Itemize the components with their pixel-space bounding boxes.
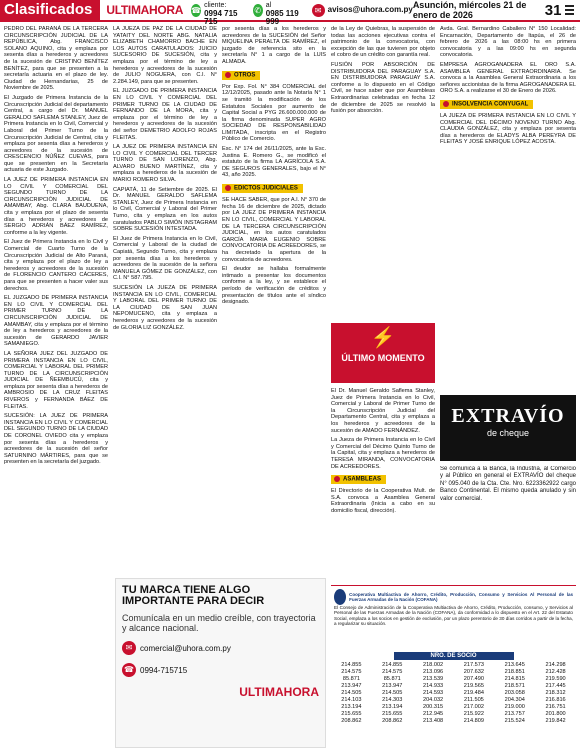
table-cell: 201.800 xyxy=(545,711,566,717)
table-title: NRO. DE SOCIO xyxy=(394,652,514,660)
table-cell: 215.655 xyxy=(341,711,362,717)
ad-email: comercial@uhora.com.py xyxy=(140,643,231,653)
table-cell: 213.645 xyxy=(504,662,525,668)
table-cell: 214.809 xyxy=(463,718,485,724)
ad-phone: 0994-715715 xyxy=(140,665,188,675)
table-cell: 214.103 xyxy=(341,697,362,703)
issue-date: Asunción, miércoles 21 de enero de 2026 xyxy=(412,0,527,20)
ad-headline: TU MARCA TIENE ALGO IMPORTANTE PARA DECIR xyxy=(122,584,265,607)
classified-ad: SE HACE SABER, que por A.I. N° 370 de fecha 16 de diciembre de 2025, dictado por LA JUEZ DE PRIMERA INSTANCIA EN LO CIVIL, COMERCIAL Y LABORAL DE LA TERCERA CIRCUNSCRIPCIÓN JUDICIAL, en los autos caratulados GARCÍA MARIA EUGENIO SOBRE CONVOCATORIA DE ACREEDORES, se ha decretado la apertura de la convocatoria de acreedores. xyxy=(222,197,326,263)
brand-logo xyxy=(106,3,183,17)
tag-dot-icon xyxy=(334,476,340,482)
table-cell: 214.505 xyxy=(341,690,362,696)
table-row xyxy=(331,704,576,711)
table-cell: 217.445 xyxy=(545,683,566,689)
classified-ad: PEDRO DEL PARANÁ DE LA TERCERA CIRCUNSCRIPCIÓN JUDICIAL DE LA REPÚBLICA, Abg. FRANCISCO SOLANO AQUINO, cita y emplaza por sesenta días a herederos y acreedores de la sucesión de CRISTINO BENÍTEZ BENÍTEZ, para que se presenten a la secretaría actuaria en el plazo de ley. Ciudad de Hernandarias, 25 de Noviembre de 2025. xyxy=(4,26,108,92)
classified-ad: LA JUEZA DE PAZ DE LA CIUDAD DE YATAITY DEL NORTE ABG. NATALIA ELIZABETH CHAMORRO BACHE EN LOS AUTOS CARATULADOS: JUICIO SUCESORIO DE SUCESIÓN, cita y emplaza por el término de ley a herederos y acreedores de la sucesión de JULIO NOGUERA, con C.I. N° 2.284.149, para que se presenten. xyxy=(113,26,217,85)
table-cell: 219.000 xyxy=(504,704,525,710)
table-cell: 200.315 xyxy=(422,704,444,710)
table-cell: 217.573 xyxy=(463,662,485,668)
cooperative-text: El Consejo de Administración de la Cooperativa Multiactiva de Ahorro, Crédito, Producción, consumo, y Servicios al Personal de las Fuerzas Armadas de la Nación (COFANA), da conformidad a lo dispuesto en el Art. 22 del Estatuto Social, emplaza a los socios en gestión de exclusión, por un plazo perentorio de 30 días corridos a partir de la fecha, a regularizar su situación. xyxy=(334,605,573,626)
column-4 xyxy=(331,26,435,321)
table-cell: 204.304 xyxy=(504,697,525,703)
classified-ad: FUSIÓN POR ABSORCIÓN DE DISTRIBUIDORA DEL PARAGUAY S.A. EN DISTRIBUIDORA PARAGUAY S.A. conforme a lo dispuesto en el Código Civil, se hace saber que por Asambleas Extraordinarias celebradas en fecha 12 de diciembre de 2025 se resolvió la fusión por absorción. xyxy=(331,61,435,115)
contact-value: 0994 715 715 xyxy=(204,9,238,26)
socio-table xyxy=(331,662,576,725)
extravio-text xyxy=(440,466,576,578)
extravio-subtitle: de cheque xyxy=(486,428,530,438)
whatsapp-icon: ✆ xyxy=(254,5,262,15)
table-cell: 213.194 xyxy=(382,704,403,710)
column-5 xyxy=(440,26,576,391)
contact-label: cliente: xyxy=(204,2,227,9)
contact-value: 0985 119 999 xyxy=(265,9,299,26)
ad-brand xyxy=(122,685,319,699)
table-cell: 214.855 xyxy=(341,662,362,668)
classified-ad: LA JUEZA DE PRIMERA INSTANCIA EN LO CIVIL Y COMERCIAL DEL DÉCIMO NOVENO TURNO Abg. CLAUDIA GONZÁLEZ, cita y emplaza por sesenta días a herederos de ELADYS ALBA PEREYRA DE FLEITAS Y JOSÉ ENRIQUE LÓPEZ ACOSTA. xyxy=(440,113,576,146)
section-tag-otros xyxy=(222,71,260,80)
classified-ad: Se comunica a la Banca, la Industria, al Comercio y al Público en general el EXTRAVÍO del cheque N° 095.040 de la Cta. Cte. Nro. 6223362922 cargo Banco Continental. El mismo queda anulado y sin valor comercial. xyxy=(440,466,576,502)
column-1 xyxy=(4,26,108,469)
ad-phone-row[interactable] xyxy=(122,663,319,677)
classified-ad: El Directorio de la Cooperativa Mult. de S.A. convoca a Asamblea General Extraordinaria (Inicia a cabo en su domicilio fiscal, dirección). xyxy=(331,488,435,515)
ad-body: Comunícala en un medio creíble, con trayectoria y alcance nacional. xyxy=(122,613,316,633)
classified-ad: El Juez de Primera Instancia en lo Civil y Comercial de Cuarto Turno de la Circunscripción Judicial de Alto Paraná, cita y emplaza por el plazo de ley a herederos y acreedores de la sucesión de FLORENCIO CANTERO CÁCERES, para que se presenten a hacer valer sus derechos. xyxy=(4,239,108,292)
table-cell: 214.575 xyxy=(382,669,403,675)
table-cell: 85.871 xyxy=(383,676,401,682)
member-number-table xyxy=(331,652,576,725)
page-header xyxy=(0,0,580,26)
table-cell: 208.862 xyxy=(341,718,362,724)
ad-email-row[interactable] xyxy=(122,641,319,655)
tag-label: OTROS xyxy=(234,72,256,79)
table-cell: 211.505 xyxy=(463,697,484,703)
table-cell: 212.428 xyxy=(545,669,566,675)
table-cell: 213.194 xyxy=(341,704,362,710)
table-cell: 219.484 xyxy=(463,690,485,696)
tag-dot-icon xyxy=(225,72,231,78)
table-cell: 207.632 xyxy=(463,669,485,675)
classified-ad: LA JUEZ DE PRIMERA INSTANCIA EN LO CIVIL Y COMERCIAL DEL TERCER TURNO DE SAN LORENZO, Abg. ALVARO BUENO MARTÍNEZ, cita y emplaza a herederos de la sucesión de MARIO ROMERO SILVA. xyxy=(113,144,217,184)
classified-ad: de la Ley de Quiebras, la suspensión de todas las acciones ejecutivas contra el patrimonio de la convocatoria, con excepción de las que tuvieren por objeto el cobro de un crédito con garantía real. xyxy=(331,26,435,59)
table-cell: 213.408 xyxy=(422,718,444,724)
table-cell: 214.303 xyxy=(382,697,403,703)
classified-ad: EL JUZGADO DE PRIMERA INSTANCIA EN LO CIVIL Y COMERCIAL DEL PRIMER TURNO DE LA CIUDAD DE FERNANDO DE LA MORA, cita y emplaza por el término de ley a herederos y acreedores de la sucesión del señor DEMETRIO ADOLFO ROJAS FLEITAS. xyxy=(113,88,217,141)
table-row xyxy=(331,711,576,718)
table-cell: 213.757 xyxy=(504,711,525,717)
table-row xyxy=(331,669,576,676)
classified-ad: LA JUEZ DE PRIMERA INSTANCIA EN LO CIVIL Y COMERCIAL DEL SEGUNDO TURNO DE LA CIRCUNSCRIPCIÓN JUDICIAL DE AMAMBAY, Abg. CLARA BAUDUENA, cita y emplaza por el plazo de sesenta días a herederos y acreedores de SERGIO ADRIÁN BÁEZ RAMÍREZ, conforme a la ley vigente. xyxy=(4,177,108,236)
cooperative-notice xyxy=(331,585,576,645)
table-cell: 216.816 xyxy=(545,697,566,703)
table-cell: 218.851 xyxy=(504,669,525,675)
table-row xyxy=(331,690,576,697)
table-cell: 217.002 xyxy=(463,704,485,710)
section-title: Clasificados xyxy=(0,0,100,21)
table-cell: 213.539 xyxy=(422,676,444,682)
brand-text: ULTIMAHORA xyxy=(106,3,184,17)
classified-ad: CAPIATÁ, 11 de Setiembre de 2025. El Dr. MANUEL GERALDO SAFLEMA STANLEY, Juez de Primera Instancia en lo Civil, Comercial y Laboral del Primer Turno, cita y emplaza en los autos caratulados PABLO SIMÓN INSTAGRAM SOBRE SUCESIÓN INTESTADA. xyxy=(113,186,217,233)
table-cell: 203.058 xyxy=(504,690,525,696)
table-cell: 214.593 xyxy=(422,690,444,696)
column-2 xyxy=(113,26,217,334)
ultimo-momento-banner xyxy=(331,323,435,383)
page-number: 31 xyxy=(544,1,562,19)
cooperative-name: Cooperativa Multiactiva de Ahorro, Crédito, Producción, Consumo y Servicios Al Personal de las Fuerzas Armadas de la Nación (COFANA) xyxy=(349,592,573,602)
table-row xyxy=(331,683,576,690)
classified-ad: SUCESIÓN LA JUEZA DE PRIMERA INSTANCIA EN LO CIVIL, COMERCIAL Y LABORAL DEL PRIMER TURNO DE LA CIUDAD DE SAN JUAN NEPOMUCENO, cita y emplaza a herederos y acreedores de la sucesión de GLORIA LIZ GONZÁLEZ. xyxy=(113,284,217,331)
table-cell: 204.032 xyxy=(422,697,444,703)
contact-email[interactable] xyxy=(312,4,413,17)
tag-label: ASAMBLEAS xyxy=(343,476,382,483)
classified-ad: El Juez de Primera Instancia en lo Civil, Comercial y Laboral de la ciudad de Capiatá, Segundo Turno, cita y emplaza por sesenta días a los herederos y acreedores de la sucesión de la señora MANUELA GÓMEZ DE GONZÁLEZ, con C.I. N° 587.795. xyxy=(113,235,217,282)
classified-ad: El Dr. Manuel Geraldo Saflema Stanley, Juez de Primera Instancia en lo Civil, Comercial y Laboral de Primer Turno de la Circunscripción Judicial del Departamento Central, cita y emplaza a los herederos y acreedores de la sucesión de AMADO FERNÁNDEZ. xyxy=(331,388,435,434)
table-cell: 207.490 xyxy=(463,676,485,682)
table-cell: 212.945 xyxy=(422,711,444,717)
table-cell: 214.505 xyxy=(382,690,403,696)
classified-ad: El deudor se hallaba formalmente intimado a presentar los documentos conforme a la ley, y se establece el período de verificación de créditos y presentación de títulos ante el síndico designado. xyxy=(222,266,326,306)
phone-icon: ☎ xyxy=(191,5,202,15)
classified-ad: EL JUZGADO DE PRIMERA INSTANCIA EN LO CIVIL Y COMERCIAL DEL PRIMER TURNO DE LA CIRCUNSCRIPCIÓN JUDICIAL DE AMAMBAY, cita y emplaza por el término de ley a herederos y acreedores de la sucesión de GERARDO JAVIER SAMANIEGO. xyxy=(4,295,108,348)
table-cell: 213.947 xyxy=(382,683,403,689)
table-cell: 214.815 xyxy=(504,676,525,682)
contact-whatsapp[interactable] xyxy=(253,0,304,26)
table-cell: 215.524 xyxy=(504,718,525,724)
tag-dot-icon xyxy=(225,185,231,191)
table-cell: 218.571 xyxy=(504,683,525,689)
section-tag-edictos xyxy=(222,184,303,193)
classified-ad: Por Exp. Fol. N° 384 COMERCIAL del 12/12/2025, pasado ante la Notaría N° 1 se tramitó la modificación de los Estatutos Sociales por aumento de Capital Social a PYG 26.600.000.000 de la firma denominada SUPER AGRO SOCIEDAD DE RESPONSABILIDAD LIMITADA, inscripta en el Registro Público de Comercio. xyxy=(222,83,326,143)
table-cell: 213.096 xyxy=(422,669,444,675)
classified-ad: Avda. Gral. Bernardino Caballero N° 150 Localidad: Encarnación, Departamento de Itapúa, el 26 de febrero de 2026 a las 08:00 hs en primera convocatoria y a las 09:00 hs en segunda convocatoria. xyxy=(440,26,576,59)
tag-label: EDICTOS JUDICIALES xyxy=(234,185,298,192)
email-icon: ✉ xyxy=(312,4,325,17)
column-3 xyxy=(222,26,326,309)
table-cell: 219.842 xyxy=(545,718,566,724)
column-4-lower xyxy=(331,388,435,578)
section-tag-insolvencia xyxy=(440,100,533,109)
classified-ad: La Jueza de Primera Instancia en lo Civil y Comercial del Décimo Quinto Turno de la Capital, cita y emplaza a herederos de TERESA MIRANDA, CONVOCATORIA DE ACREEDORES. xyxy=(331,437,435,470)
table-row xyxy=(331,697,576,704)
tag-dot-icon xyxy=(443,101,449,107)
table-cell: 208.862 xyxy=(382,718,403,724)
ad-brand-text: ULTIMAHORA xyxy=(239,685,319,699)
table-cell: 218.002 xyxy=(422,662,444,668)
table-row xyxy=(331,718,576,725)
table-cell: 218.312 xyxy=(545,690,566,696)
table-cell: 216.751 xyxy=(545,704,566,710)
table-row xyxy=(331,662,576,669)
section-tag-asambleas xyxy=(331,475,386,484)
table-cell: 85.871 xyxy=(342,676,360,682)
seal-icon xyxy=(334,589,346,605)
email-icon: ✉ xyxy=(122,641,136,655)
cooperative-logo xyxy=(334,589,573,605)
table-cell: 214.855 xyxy=(382,662,403,668)
table-cell: 213.947 xyxy=(341,683,362,689)
classified-ad: EMPRESA AGROGANADERA EL ORO S.A. ASAMBLEA GENERAL EXTRAORDINARIA. Se convoca a la Asamblea General Extraordinaria a los señores accionistas de la firma AGROGANADERA EL ORO S.A. a realizarse el 30 de Enero de 2026. xyxy=(440,61,576,95)
table-cell: 214.575 xyxy=(341,669,362,675)
tag-label: INSOLVENCIA CONYUGAL xyxy=(452,101,529,108)
extravio-title: EXTRAVÍO xyxy=(451,405,565,427)
contact-phone[interactable] xyxy=(191,0,244,26)
classified-ad: LA SEÑORA JUEZ DEL JUZGADO DE PRIMERA INSTANCIA EN LO CIVIL, COMERCIAL Y LABORAL DEL PRIMER TURNO DE LA CIRCUNSCRIPCIÓN JUDICIAL DE ÑEEMBUCÚ, cita y emplaza por sesenta días a herederos de AMBROSIO DE LA CRUZ FLEITAS RIVEROS y FERNANDA BÁEZ DE FLEITAS. xyxy=(4,350,108,410)
table-cell: 219.565 xyxy=(463,683,485,689)
phone-icon: ☎ xyxy=(122,663,136,677)
classified-ad: Esc. N° 174 del 26/11/2025, ante la Esc. Justina E. Romero G., se modificó el estatuto de la firma LA AGRÍCOLA S.A. DE SEGUROS GENERALES, bajo el N° 43, año 2025. xyxy=(222,146,326,179)
classified-ad: El Juzgado de Primera Instancia de la Circunscripción Judicial del departamento Central, a cargo del Dr. MANUEL GERALDO SAFLEMA STANLEY, Juez de Primera Instancia en lo Civil, Comercial y Laboral del Primer Turno de la Circunscripción Judicial de Central, cita y emplaza por sesenta días a herederos y acreedores de la sucesión de CRESCENCIO NÚÑEZ CUEVAS, para que se presenten en la Secretaría actuaria de este Juzgado. xyxy=(4,94,108,174)
table-cell: 214.933 xyxy=(422,683,444,689)
extravio-banner xyxy=(440,395,576,461)
table-cell: 215.655 xyxy=(382,711,403,717)
lightning-icon: ⚡ xyxy=(370,327,396,349)
contact-label: al xyxy=(265,2,272,9)
classified-ad: SUCESIÓN: LA JUEZ DE PRIMERA INSTANCIA EN LO CIVIL Y COMERCIAL DEL SEGUNDO TURNO DE LA CIUDAD DE CORONEL OVIEDO cita y emplaza por sesenta días a herederos y acreedores de la sucesión del señor SATURNINO MÁRTIRES, para que se presenten en la secretaría del juzgado. xyxy=(4,413,108,466)
table-cell: 215.922 xyxy=(463,711,485,717)
table-cell: 219.590 xyxy=(545,676,566,682)
contact-value: avisos@uhora.com.py xyxy=(327,5,413,14)
advertisement[interactable] xyxy=(115,578,326,748)
table-cell: 214.298 xyxy=(545,662,566,668)
table-row xyxy=(331,676,576,683)
banner-title: ÚLTIMO MOMENTO xyxy=(341,353,425,363)
menu-icon[interactable] xyxy=(565,5,574,15)
classified-ad: por sesenta días a los herederos y acreedores de la SUCESIÓN del Señor MIQUELINA PERALTA DE RAMÍREZ, el juzgado de referencia sito en la secretaría N° 1 a cargo de la LUIS ALMADA. xyxy=(222,26,326,65)
